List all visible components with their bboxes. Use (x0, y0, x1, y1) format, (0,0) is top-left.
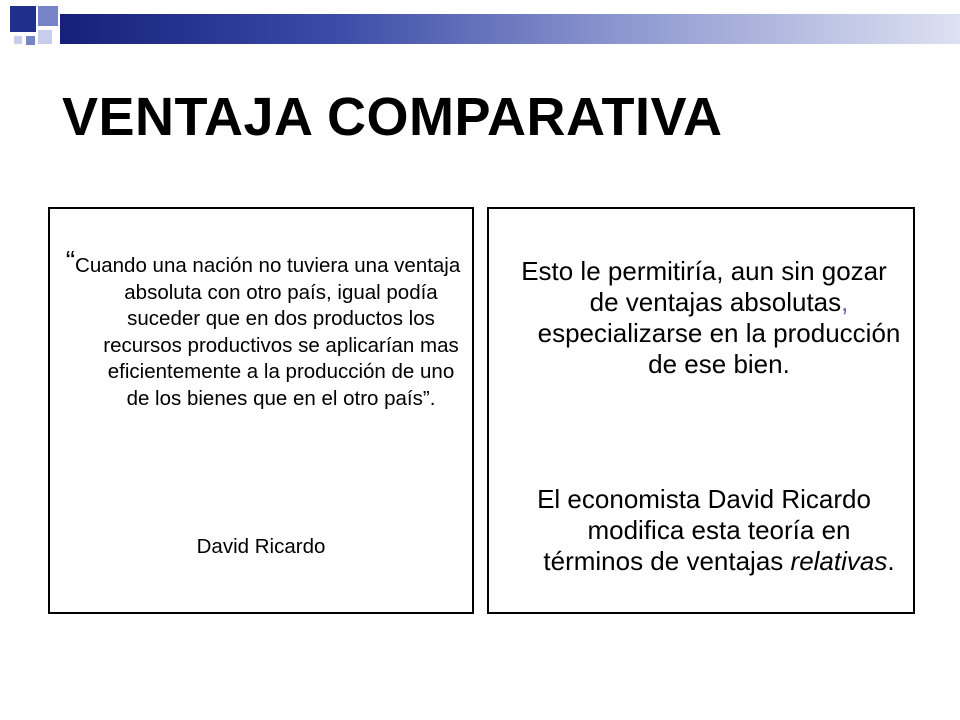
p1-part1: Esto le permitiría, aun sin gozar de ventajas absolutas (521, 256, 887, 317)
header-gradient-bar (60, 14, 960, 44)
explanation-paragraph-2 (505, 484, 903, 577)
header-square-light (38, 30, 52, 44)
quote-open-mark: “ (65, 245, 76, 276)
p2-italic: relativas (790, 546, 888, 576)
p2-part1: El economista David Ricardo modifica esta teoría en términos de ventajas (537, 484, 871, 576)
header-square-dark (10, 6, 36, 32)
quote-author: David Ricardo (196, 535, 326, 558)
slide-title: VENTAJA COMPARATIVA (62, 87, 723, 147)
p1-part2: especializarse en la producción de ese bien. (537, 318, 901, 379)
header-square-tiny (14, 36, 22, 44)
p2-end: . (887, 546, 895, 576)
quote-text (62, 245, 464, 412)
explanation-paragraph-1 (505, 256, 903, 380)
quote-body: Cuando una nación no tuviera una ventaja absoluta con otro país, igual podía suceder que en dos productos los recursos productivos se aplicarían mas eficientemente a la producción de uno de los bienes que en el otro país (75, 254, 461, 410)
p1-comma: , (841, 287, 849, 317)
header-square-small (26, 36, 35, 45)
header-square-mid (38, 6, 58, 26)
quote-close-mark: ”. (422, 386, 436, 410)
